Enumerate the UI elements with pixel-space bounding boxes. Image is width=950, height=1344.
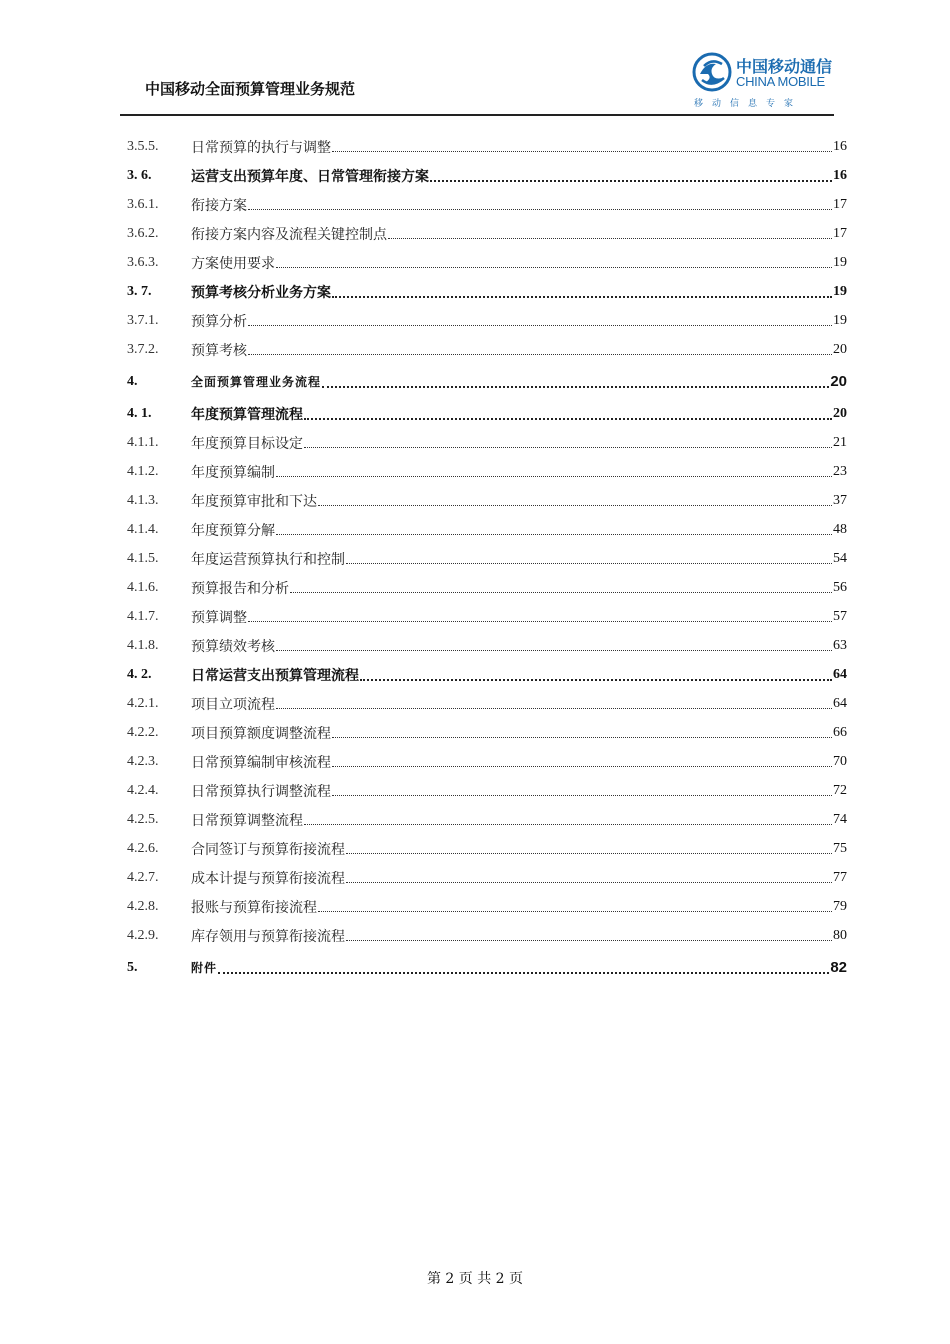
toc-entry-page-number: 64 bbox=[833, 666, 847, 682]
toc-entry-title: 项目预算额度调整流程 bbox=[191, 725, 331, 742]
toc-entry-number: 4.1.4. bbox=[127, 521, 159, 537]
toc-entry-page-number: 79 bbox=[833, 898, 847, 914]
toc-entry-page-number: 20 bbox=[830, 373, 847, 390]
logo-chinese-name: 中国移动通信 bbox=[736, 57, 833, 76]
toc-dot-leader bbox=[276, 650, 832, 651]
toc-entry-page-number: 37 bbox=[833, 492, 847, 508]
toc-entry[interactable] bbox=[127, 132, 847, 161]
toc-entry-title: 成本计提与预算衔接流程 bbox=[191, 870, 345, 887]
page-footer: 第 2 页 共 2 页 bbox=[426, 1271, 524, 1287]
toc-dot-leader bbox=[248, 209, 832, 210]
toc-dot-leader bbox=[276, 708, 832, 709]
toc-entry-number: 4. bbox=[127, 373, 138, 389]
toc-dot-leader bbox=[248, 354, 832, 355]
toc-entry-page-number: 75 bbox=[833, 840, 847, 856]
toc-entry[interactable] bbox=[127, 277, 847, 306]
toc-entry[interactable] bbox=[127, 544, 847, 573]
toc-dot-leader bbox=[332, 151, 832, 152]
toc-entry-page-number: 56 bbox=[833, 579, 847, 595]
toc-entry-number: 4.1.1. bbox=[127, 434, 159, 450]
toc-entry-page-number: 72 bbox=[833, 782, 847, 798]
toc-entry-page-number: 17 bbox=[833, 225, 847, 241]
toc-entry-page-number: 54 bbox=[833, 550, 847, 566]
logo-tagline: 移动信息专家 bbox=[694, 99, 803, 109]
toc-entry[interactable] bbox=[127, 219, 847, 248]
toc-entry-number: 4.1.5. bbox=[127, 550, 159, 566]
toc-entry[interactable] bbox=[127, 335, 847, 364]
table-of-contents bbox=[127, 132, 847, 985]
toc-dot-leader bbox=[332, 296, 832, 298]
toc-entry-number: 4.1.3. bbox=[127, 492, 159, 508]
toc-entry-title: 项目立项流程 bbox=[191, 696, 275, 713]
toc-entry[interactable] bbox=[127, 515, 847, 544]
toc-entry-title: 预算报告和分析 bbox=[191, 580, 289, 597]
toc-entry-title: 日常运营支出预算管理流程 bbox=[191, 667, 359, 684]
toc-entry-title: 年度预算审批和下达 bbox=[191, 493, 317, 510]
toc-entry-number: 4.2.8. bbox=[127, 898, 159, 914]
toc-entry-page-number: 19 bbox=[833, 283, 847, 299]
toc-entry-number: 3.7.1. bbox=[127, 312, 159, 328]
toc-entry-page-number: 66 bbox=[833, 724, 847, 740]
toc-entry-title: 年度预算分解 bbox=[191, 522, 275, 539]
toc-entry-page-number: 63 bbox=[833, 637, 847, 653]
toc-entry-title: 衔接方案内容及流程关键控制点 bbox=[191, 226, 387, 243]
toc-entry-page-number: 74 bbox=[833, 811, 847, 827]
toc-entry-title: 合同签订与预算衔接流程 bbox=[191, 841, 345, 858]
toc-entry-title: 年度预算编制 bbox=[191, 464, 275, 481]
toc-dot-leader bbox=[304, 824, 832, 825]
toc-entry-page-number: 77 bbox=[833, 869, 847, 885]
toc-entry-title: 全面预算管理业务流程 bbox=[191, 375, 322, 389]
toc-entry-number: 5. bbox=[127, 959, 138, 975]
toc-entry-title: 日常预算编制审核流程 bbox=[191, 754, 331, 771]
toc-dot-leader bbox=[248, 621, 832, 622]
toc-entry[interactable] bbox=[127, 834, 847, 863]
toc-dot-leader bbox=[346, 853, 832, 854]
toc-entry-page-number: 19 bbox=[833, 312, 847, 328]
toc-dot-leader bbox=[388, 238, 832, 239]
toc-entry-number: 3. 6. bbox=[127, 167, 152, 183]
toc-entry[interactable] bbox=[127, 747, 847, 776]
toc-entry[interactable] bbox=[127, 399, 847, 428]
toc-dot-leader bbox=[430, 180, 832, 182]
toc-entry-page-number: 82 bbox=[830, 959, 847, 976]
toc-dot-leader bbox=[304, 418, 832, 420]
toc-entry-number: 4.1.7. bbox=[127, 608, 159, 624]
toc-entry-title: 报账与预算衔接流程 bbox=[191, 899, 317, 916]
toc-dot-leader bbox=[276, 476, 832, 477]
toc-entry-page-number: 21 bbox=[833, 434, 847, 450]
toc-entry-number: 3.5.5. bbox=[127, 138, 159, 154]
toc-entry[interactable] bbox=[127, 248, 847, 277]
toc-entry[interactable] bbox=[127, 805, 847, 834]
toc-entry-title: 方案使用要求 bbox=[191, 255, 275, 272]
toc-entry-number: 4.2.7. bbox=[127, 869, 159, 885]
toc-entry-number: 4.2.6. bbox=[127, 840, 159, 856]
toc-entry-number: 4. 1. bbox=[127, 405, 152, 421]
toc-entry[interactable] bbox=[127, 863, 847, 892]
toc-entry-page-number: 16 bbox=[833, 167, 847, 183]
toc-entry-title: 预算分析 bbox=[191, 313, 247, 330]
toc-entry[interactable] bbox=[127, 921, 847, 950]
toc-entry-number: 4.2.2. bbox=[127, 724, 159, 740]
toc-entry-title: 库存领用与预算衔接流程 bbox=[191, 928, 345, 945]
toc-entry-title: 预算考核 bbox=[191, 342, 247, 359]
toc-entry-page-number: 23 bbox=[833, 463, 847, 479]
toc-entry-title: 年度预算目标设定 bbox=[191, 435, 303, 452]
toc-entry-page-number: 20 bbox=[833, 341, 847, 357]
toc-dot-leader bbox=[318, 911, 832, 912]
toc-entry-number: 4.2.9. bbox=[127, 927, 159, 943]
toc-entry-number: 3.7.2. bbox=[127, 341, 159, 357]
toc-dot-leader bbox=[318, 505, 832, 506]
toc-entry-title: 附件 bbox=[191, 961, 218, 975]
toc-entry-page-number: 19 bbox=[833, 254, 847, 270]
toc-entry-title: 预算绩效考核 bbox=[191, 638, 275, 655]
toc-dot-leader bbox=[276, 534, 832, 535]
toc-entry[interactable] bbox=[127, 573, 847, 602]
toc-entry[interactable] bbox=[127, 631, 847, 660]
toc-dot-leader bbox=[346, 882, 832, 883]
toc-dot-leader bbox=[248, 325, 832, 326]
toc-entry[interactable] bbox=[127, 306, 847, 335]
toc-entry-title: 预算调整 bbox=[191, 609, 247, 626]
china-mobile-logo bbox=[692, 52, 840, 112]
toc-entry[interactable] bbox=[127, 486, 847, 515]
toc-entry-title: 预算考核分析业务方案 bbox=[191, 284, 331, 301]
toc-entry-number: 4.2.4. bbox=[127, 782, 159, 798]
toc-entry-page-number: 80 bbox=[833, 927, 847, 943]
toc-entry[interactable] bbox=[127, 190, 847, 219]
logo-english-name: CHINA MOBILE bbox=[736, 74, 825, 89]
toc-dot-leader bbox=[276, 267, 832, 268]
toc-entry[interactable] bbox=[127, 364, 847, 399]
toc-entry[interactable] bbox=[127, 950, 847, 985]
toc-entry-number: 4.1.6. bbox=[127, 579, 159, 595]
toc-dot-leader bbox=[322, 386, 829, 388]
toc-entry-page-number: 17 bbox=[833, 196, 847, 212]
toc-entry-number: 3.6.1. bbox=[127, 196, 159, 212]
toc-entry-page-number: 48 bbox=[833, 521, 847, 537]
toc-entry-number: 4. 2. bbox=[127, 666, 152, 682]
toc-entry-number: 4.2.1. bbox=[127, 695, 159, 711]
toc-entry-number: 4.1.8. bbox=[127, 637, 159, 653]
header-divider bbox=[120, 114, 834, 116]
toc-entry-number: 4.2.3. bbox=[127, 753, 159, 769]
document-header-title: 中国移动全面预算管理业务规范 bbox=[145, 80, 356, 98]
toc-entry-title: 年度预算管理流程 bbox=[191, 406, 303, 423]
toc-entry[interactable] bbox=[127, 660, 847, 689]
toc-dot-leader bbox=[332, 795, 832, 796]
toc-dot-leader bbox=[218, 972, 829, 974]
toc-entry-title: 日常预算执行调整流程 bbox=[191, 783, 331, 800]
toc-entry[interactable] bbox=[127, 689, 847, 718]
toc-entry[interactable] bbox=[127, 457, 847, 486]
toc-dot-leader bbox=[332, 737, 832, 738]
toc-entry-page-number: 16 bbox=[833, 138, 847, 154]
toc-entry-title: 衔接方案 bbox=[191, 197, 247, 214]
toc-entry-page-number: 57 bbox=[833, 608, 847, 624]
toc-entry[interactable] bbox=[127, 161, 847, 190]
toc-dot-leader bbox=[304, 447, 832, 448]
toc-entry-title: 运营支出预算年度、日常管理衔接方案 bbox=[191, 168, 429, 185]
toc-entry-number: 3.6.3. bbox=[127, 254, 159, 270]
toc-entry[interactable] bbox=[127, 892, 847, 921]
toc-entry-page-number: 20 bbox=[833, 405, 847, 421]
toc-entry-title: 年度运营预算执行和控制 bbox=[191, 551, 345, 568]
toc-entry-page-number: 64 bbox=[833, 695, 847, 711]
toc-dot-leader bbox=[290, 592, 832, 593]
toc-entry-title: 日常预算的执行与调整 bbox=[191, 139, 331, 156]
toc-entry-page-number: 70 bbox=[833, 753, 847, 769]
toc-dot-leader bbox=[346, 563, 832, 564]
toc-entry[interactable] bbox=[127, 776, 847, 805]
toc-entry[interactable] bbox=[127, 602, 847, 631]
toc-entry-number: 3.6.2. bbox=[127, 225, 159, 241]
toc-entry[interactable] bbox=[127, 428, 847, 457]
toc-dot-leader bbox=[346, 940, 832, 941]
toc-entry-title: 日常预算调整流程 bbox=[191, 812, 303, 829]
toc-dot-leader bbox=[332, 766, 832, 767]
toc-entry[interactable] bbox=[127, 718, 847, 747]
toc-dot-leader bbox=[360, 679, 832, 681]
toc-entry-number: 3. 7. bbox=[127, 283, 152, 299]
toc-entry-number: 4.1.2. bbox=[127, 463, 159, 479]
toc-entry-number: 4.2.5. bbox=[127, 811, 159, 827]
china-mobile-globe-icon bbox=[692, 52, 732, 92]
